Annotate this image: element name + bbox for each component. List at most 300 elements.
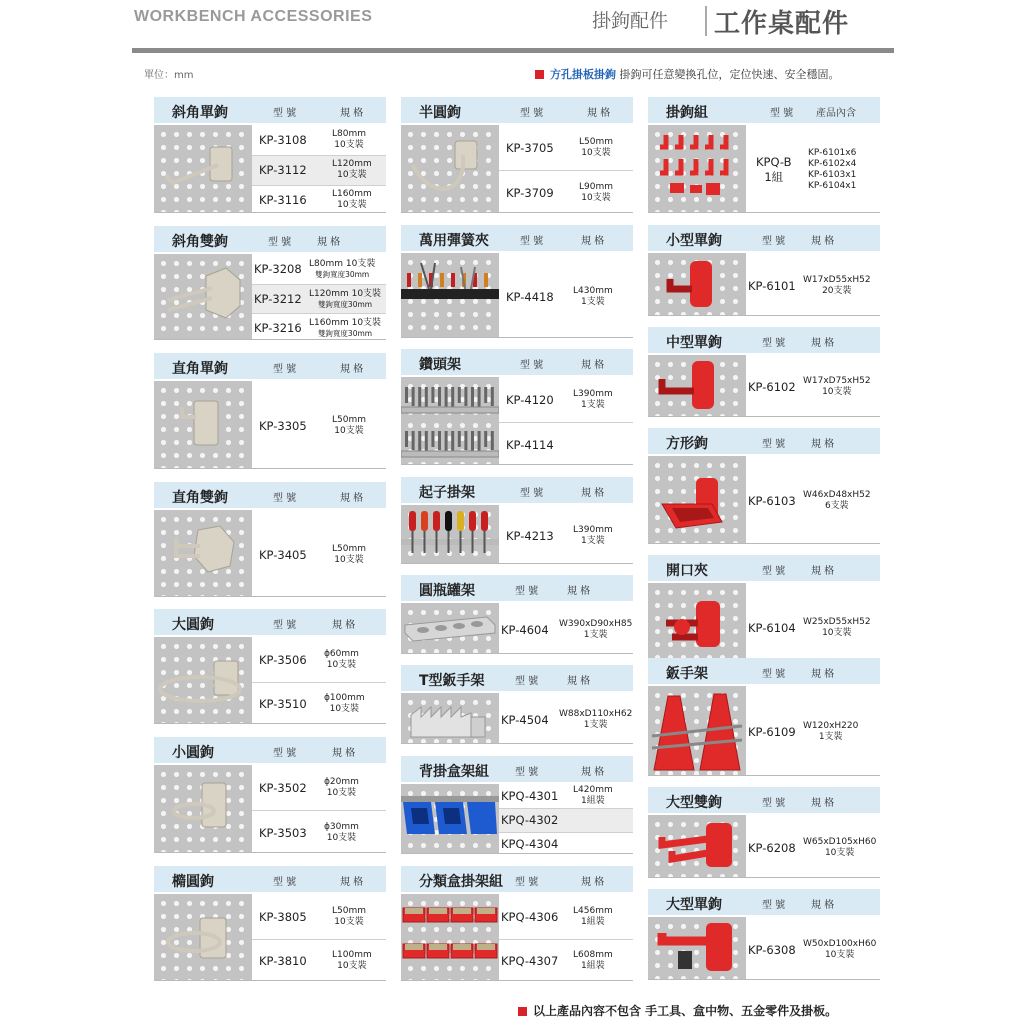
red-square-hook-icon [648, 456, 746, 544]
spec-line: L50mm [332, 543, 367, 554]
spec-text [332, 159, 372, 181]
column-spec-label: 規 格 [332, 748, 356, 759]
spec-text [332, 189, 372, 211]
spec-row [499, 894, 633, 939]
spec-text [803, 490, 871, 512]
spec-row [252, 894, 386, 939]
spec-row [252, 682, 386, 726]
spec-text [559, 619, 632, 641]
spec-row [252, 510, 386, 599]
column-spec-label: 規 格 [811, 236, 835, 247]
spec-line: KP-6102x4 [808, 159, 857, 169]
spec-line: L80mm [332, 129, 367, 139]
spec-line: L390mm [573, 388, 613, 399]
row-divider [252, 939, 386, 940]
spec-line: W88xD110xH62 [559, 708, 633, 719]
spec-row [746, 686, 880, 778]
spec-line: L160mm 10支裝 [309, 317, 382, 328]
spec-text [573, 906, 613, 928]
spec-row [746, 815, 880, 880]
product-card-header [648, 555, 880, 581]
product-card-header [401, 665, 633, 691]
spec-line: W120xH220 [803, 721, 859, 731]
product-title: 開口夾 [666, 563, 708, 579]
model-number: KP-4213 [506, 528, 554, 543]
spec-text [324, 822, 359, 844]
product-card [648, 787, 880, 878]
card-bottom-rule [648, 543, 880, 544]
model-number: KP-3305 [259, 419, 307, 433]
model-number [756, 155, 791, 185]
header-title-en: WORKBENCH ACCESSORIES [134, 8, 373, 25]
spec-line: 10支裝 [822, 387, 852, 397]
row-divider [499, 422, 633, 423]
product-card-header [648, 97, 880, 123]
column-model-label: 型 號 [762, 900, 786, 911]
row-divider [252, 682, 386, 683]
spec-line: 10支裝 [581, 192, 611, 203]
spec-row [252, 810, 386, 855]
spec-row [252, 185, 386, 215]
footer-note [518, 1002, 837, 1019]
product-card [154, 353, 386, 469]
spec-text [324, 777, 359, 799]
column-model-label: 型 號 [520, 108, 544, 119]
wrench-rack-t-icon [401, 693, 499, 744]
spec-line: L390mm [573, 524, 613, 535]
spec-line: L120mm [332, 159, 372, 169]
spec-text [803, 275, 871, 297]
card-bottom-rule [401, 743, 633, 744]
column-model-label: 型 號 [762, 439, 786, 450]
product-card [401, 866, 633, 981]
column-spec-label: 規 格 [317, 237, 341, 248]
product-card [154, 609, 386, 724]
product-title: 背掛盒架組 [419, 764, 489, 780]
model-number: KP-6109 [748, 725, 796, 739]
spec-line: KP-6104x1 [808, 181, 857, 191]
product-title: 起子掛架 [419, 485, 475, 501]
spec-line: 10支裝 [581, 147, 611, 158]
product-card [648, 658, 880, 776]
card-bottom-rule [154, 980, 386, 981]
model-number: KP-6102 [748, 380, 796, 394]
card-bottom-rule [154, 468, 386, 469]
header-divider [705, 6, 707, 36]
product-title: 小型單鉤 [666, 233, 722, 249]
product-card-header [154, 737, 386, 763]
model-number: KP-3108 [259, 133, 307, 147]
spec-row [252, 125, 386, 155]
product-title: 小圓鉤 [172, 745, 214, 761]
row-divider [499, 170, 633, 171]
column-spec-label: 規 格 [332, 620, 356, 631]
row-divider [252, 155, 386, 156]
column-model-label: 型 號 [273, 493, 297, 504]
product-card-header [401, 349, 633, 375]
spec-line: 10支裝 [337, 170, 367, 180]
spec-row [499, 693, 633, 746]
column-spec-label: 規 格 [811, 439, 835, 450]
hook-right-icon [154, 381, 252, 469]
intro-note-highlight: 方孔掛板掛鉤 [550, 68, 616, 81]
spec-row [499, 939, 633, 983]
column-model-label: 型 號 [273, 108, 297, 119]
spec-line: 10支裝 [824, 847, 855, 858]
spec-line: 1組裝 [581, 916, 605, 927]
spec-line: 1支裝 [583, 719, 608, 730]
intro-note [535, 66, 840, 82]
product-card-header [401, 477, 633, 503]
footer-note-text: 以上產品內容不包含 手工具、盒中物、五金零件及掛板。 [533, 1004, 838, 1018]
model-number: KP-3405 [259, 547, 307, 562]
bottle-rack-icon [401, 603, 499, 654]
spec-line: 雙鉤寬度30mm [317, 328, 373, 338]
spec-row [746, 355, 880, 419]
row-divider [252, 284, 386, 285]
card-bottom-rule [154, 852, 386, 853]
product-card [401, 97, 633, 213]
column-model-label: 型 號 [515, 676, 539, 687]
column-spec-label: 規 格 [581, 877, 605, 888]
spec-row [499, 253, 633, 340]
spec-line: 10支裝 [334, 554, 364, 565]
card-bottom-rule [401, 653, 633, 654]
spec-line: 10支裝 [337, 200, 367, 210]
red-large-double-hook-icon [648, 815, 746, 878]
product-title: 直角單鉤 [172, 361, 228, 377]
spec-text [803, 837, 876, 859]
spec-text [324, 693, 365, 715]
column-spec-label: 規 格 [811, 900, 835, 911]
spec-text [573, 785, 613, 807]
spec-row [252, 637, 386, 682]
product-title: 橢圓鉤 [172, 874, 214, 890]
bin-rail-icon [401, 784, 499, 854]
spec-text [309, 259, 375, 279]
card-bottom-rule [401, 337, 633, 338]
spec-row [499, 808, 633, 832]
product-title: 斜角雙鉤 [172, 234, 228, 250]
product-card [648, 555, 880, 671]
product-title: T型鈑手架 [419, 673, 485, 689]
column-model-label: 型 號 [515, 877, 539, 888]
row-divider [252, 313, 386, 314]
spec-text [579, 137, 613, 159]
product-title: 分類盒掛架組 [419, 874, 503, 890]
hook-set-red-icon [648, 125, 746, 213]
spec-text [332, 129, 366, 151]
spec-row [252, 254, 386, 284]
spec-line: 10支裝 [824, 949, 855, 960]
spec-row [252, 939, 386, 983]
model-number: KP-3503 [259, 825, 307, 840]
product-title: 大圓鉤 [172, 617, 214, 633]
spec-text [332, 544, 366, 566]
red-small-hook-icon [648, 253, 746, 316]
column-model-label: 型 號 [515, 767, 539, 778]
spec-text [573, 525, 613, 547]
model-number: KP-3805 [259, 909, 307, 924]
spec-line: W65xD105xH60 [803, 836, 877, 847]
model-number: KP-3216 [254, 320, 302, 335]
spec-text [559, 709, 632, 731]
drill-bit-rack-icon [401, 377, 499, 465]
header-title-cn-main: 工作桌配件 [714, 9, 850, 39]
product-title: 斜角單鉤 [172, 105, 228, 121]
spec-line: ϕ100mm [324, 693, 365, 703]
spec-row [499, 170, 633, 215]
spec-line: 10支裝 [329, 704, 360, 714]
spec-line: 10支裝 [326, 659, 357, 670]
spec-line: 1支裝 [581, 535, 605, 546]
spec-line: ϕ60mm [324, 648, 359, 659]
red-large-single-hook-icon [648, 917, 746, 980]
spec-line: 10支裝 [326, 832, 357, 843]
column-model-label: 型 號 [273, 364, 297, 375]
spec-line: 雙鉤寬度30mm [317, 299, 373, 309]
spec-line: L80mm 10支裝 [309, 259, 376, 269]
spec-line: W17xD75xH52 [803, 376, 871, 386]
product-card-header [401, 866, 633, 892]
column-model-label: 型 號 [273, 620, 297, 631]
hook-small-ring-icon [154, 765, 252, 853]
product-card [154, 866, 386, 981]
model-number: KPQ-4306 [501, 909, 559, 924]
spec-row [252, 284, 386, 313]
spec-row [252, 381, 386, 471]
model-number: KP-3709 [506, 185, 554, 200]
header-title-cn-sub: 掛鉤配件 [592, 10, 669, 32]
product-card-header [401, 97, 633, 123]
row-divider [252, 185, 386, 186]
spec-row [499, 377, 633, 422]
column-model-label: 型 號 [273, 877, 297, 888]
red-square-bullet-icon [535, 70, 544, 79]
spec-row [499, 422, 633, 467]
product-card [401, 756, 633, 854]
card-bottom-rule [401, 212, 633, 213]
product-title: 方形鉤 [666, 436, 708, 452]
product-card-header [154, 482, 386, 508]
product-card-header [648, 889, 880, 915]
spec-line: W390xD90xH85 [559, 618, 633, 629]
product-card [154, 97, 386, 213]
product-card-header [401, 575, 633, 601]
card-bottom-rule [154, 339, 386, 340]
model-number: KP-4504 [501, 712, 549, 727]
spec-row [499, 603, 633, 656]
hook-ring-icon [154, 637, 252, 724]
product-card [401, 575, 633, 654]
product-card [648, 327, 880, 417]
column-spec-label: 規 格 [581, 360, 605, 371]
column-spec-label: 規 格 [811, 798, 835, 809]
model-number-line: KPQ-B [756, 155, 792, 169]
spec-row [499, 505, 633, 566]
row-divider [252, 810, 386, 811]
model-number: KP-6104 [748, 621, 796, 635]
model-number: KP-3502 [259, 780, 307, 795]
spec-line: 10支裝 [334, 916, 364, 927]
product-card-header [154, 226, 386, 252]
column-spec-label: 規 格 [581, 236, 605, 247]
card-bottom-rule [154, 596, 386, 597]
spec-line: 1支裝 [581, 399, 605, 410]
model-number: KP-4120 [506, 392, 554, 407]
bin-rack-icon [401, 894, 499, 981]
spec-line: W46xD48xH52 [803, 490, 871, 500]
spec-row [746, 253, 880, 318]
spec-line: KP-6101x6 [808, 148, 857, 158]
red-medium-hook-icon [648, 355, 746, 417]
spec-line: W25xD55xH52 [803, 617, 871, 627]
spec-row [746, 456, 880, 546]
screwdriver-rack-icon [401, 505, 499, 564]
product-title: 萬用彈簧夾 [419, 233, 489, 249]
spec-text [573, 286, 613, 308]
spec-text [579, 182, 613, 204]
hook-double-icon [154, 254, 252, 340]
card-bottom-rule [648, 416, 880, 417]
spec-line: ϕ30mm [324, 821, 359, 832]
column-spec-label: 規 格 [567, 586, 591, 597]
spec-row [252, 155, 386, 185]
column-spec-label: 規 格 [811, 669, 835, 680]
spec-line: L120mm 10支裝 [309, 288, 382, 299]
spec-text [324, 649, 359, 671]
spec-text [808, 148, 856, 192]
product-title: 鑽頭架 [419, 357, 461, 373]
product-card-header [401, 756, 633, 782]
card-bottom-rule [401, 464, 633, 465]
product-card-header [154, 866, 386, 892]
card-bottom-rule [648, 775, 880, 776]
spec-text [573, 389, 613, 411]
card-bottom-rule [401, 563, 633, 564]
model-number: KPQ-4304 [501, 837, 559, 851]
model-number: KPQ-4307 [501, 954, 559, 968]
spec-line: 1組裝 [581, 796, 605, 806]
column-model-label: 型 號 [515, 586, 539, 597]
row-divider [499, 832, 633, 833]
product-card-header [154, 353, 386, 379]
column-spec-label: 規 格 [340, 108, 364, 119]
spec-text [803, 617, 871, 639]
column-model-label: 型 號 [762, 338, 786, 349]
product-card-header [154, 609, 386, 635]
set-quantity: 1組 [764, 170, 784, 184]
spec-line: W17xD55xH52 [803, 274, 871, 285]
product-title: 圓瓶罐架 [419, 583, 475, 599]
product-card [648, 889, 880, 980]
column-spec-label: 規 格 [340, 364, 364, 375]
product-card-header [401, 225, 633, 251]
spec-line: L90mm [579, 181, 614, 192]
product-card [648, 225, 880, 316]
column-spec-label: 規 格 [340, 877, 364, 888]
product-card [401, 349, 633, 465]
model-number: KP-6208 [748, 840, 796, 855]
model-number: KP-3506 [259, 652, 307, 667]
model-number: KP-6308 [748, 942, 796, 957]
spec-line: 10支裝 [822, 628, 852, 638]
column-model-label: 型 號 [762, 798, 786, 809]
column-model-label: 型 號 [268, 237, 292, 248]
column-model-label: 型 號 [770, 108, 794, 119]
spec-row [746, 125, 880, 215]
spec-line: 1支裝 [583, 629, 608, 640]
spec-text [803, 376, 871, 398]
product-card [401, 225, 633, 338]
product-card [154, 226, 386, 340]
spec-line: L456mm [573, 905, 613, 916]
product-card [401, 477, 633, 564]
row-divider [499, 939, 633, 940]
column-spec-label: 規 格 [587, 108, 611, 119]
model-number: KP-3705 [506, 140, 554, 155]
red-square-bullet-icon [518, 1007, 527, 1016]
card-bottom-rule [648, 315, 880, 316]
spec-line: 1支裝 [581, 296, 605, 307]
column-model-label: 型 號 [273, 748, 297, 759]
model-number: KP-4604 [501, 622, 549, 637]
spec-text [803, 721, 858, 743]
product-card-header [648, 225, 880, 251]
column-model-label: 型 號 [520, 236, 544, 247]
card-bottom-rule [648, 212, 880, 213]
spec-line: 10支裝 [337, 961, 367, 971]
spec-line: L100mm [332, 950, 372, 960]
spec-text [332, 415, 366, 437]
spec-line: 雙鉤寬度30mm [315, 270, 370, 279]
column-model-label: 型 號 [762, 566, 786, 577]
model-number: KP-3510 [259, 697, 307, 711]
product-title: 掛鉤組 [666, 105, 708, 121]
spec-text [332, 906, 366, 928]
column-model-label: 型 號 [762, 669, 786, 680]
product-card-header [648, 787, 880, 813]
spec-line: KP-6103x1 [808, 170, 857, 180]
spec-line: L50mm [579, 136, 614, 147]
spring-clip-rail-icon [401, 253, 499, 338]
hook-angle-icon [154, 125, 252, 213]
spec-row [499, 125, 633, 170]
model-number: KP-6101 [748, 278, 796, 293]
hook-oval-icon [154, 894, 252, 981]
unit-label: 單位：mm [144, 70, 194, 81]
spec-row [746, 917, 880, 982]
product-title: 大型單鉤 [666, 897, 722, 913]
model-number: KP-3208 [254, 262, 302, 276]
spec-line: ϕ20mm [324, 776, 359, 787]
model-number: KPQ-4301 [501, 789, 559, 803]
spec-row [499, 784, 633, 808]
column-content-label: 產品內含 [816, 108, 856, 119]
column-spec-label: 規 格 [811, 338, 835, 349]
column-spec-label: 規 格 [581, 767, 605, 778]
model-number: KP-4114 [506, 437, 554, 452]
product-title: 中型單鉤 [666, 335, 722, 351]
header-rule [132, 48, 894, 53]
spec-line: L50mm [332, 415, 367, 425]
spec-line: 10支裝 [326, 787, 357, 798]
product-card-header [648, 658, 880, 684]
spec-line: L420mm [573, 785, 613, 795]
card-bottom-rule [154, 212, 386, 213]
card-bottom-rule [648, 877, 880, 878]
column-model-label: 型 號 [762, 236, 786, 247]
